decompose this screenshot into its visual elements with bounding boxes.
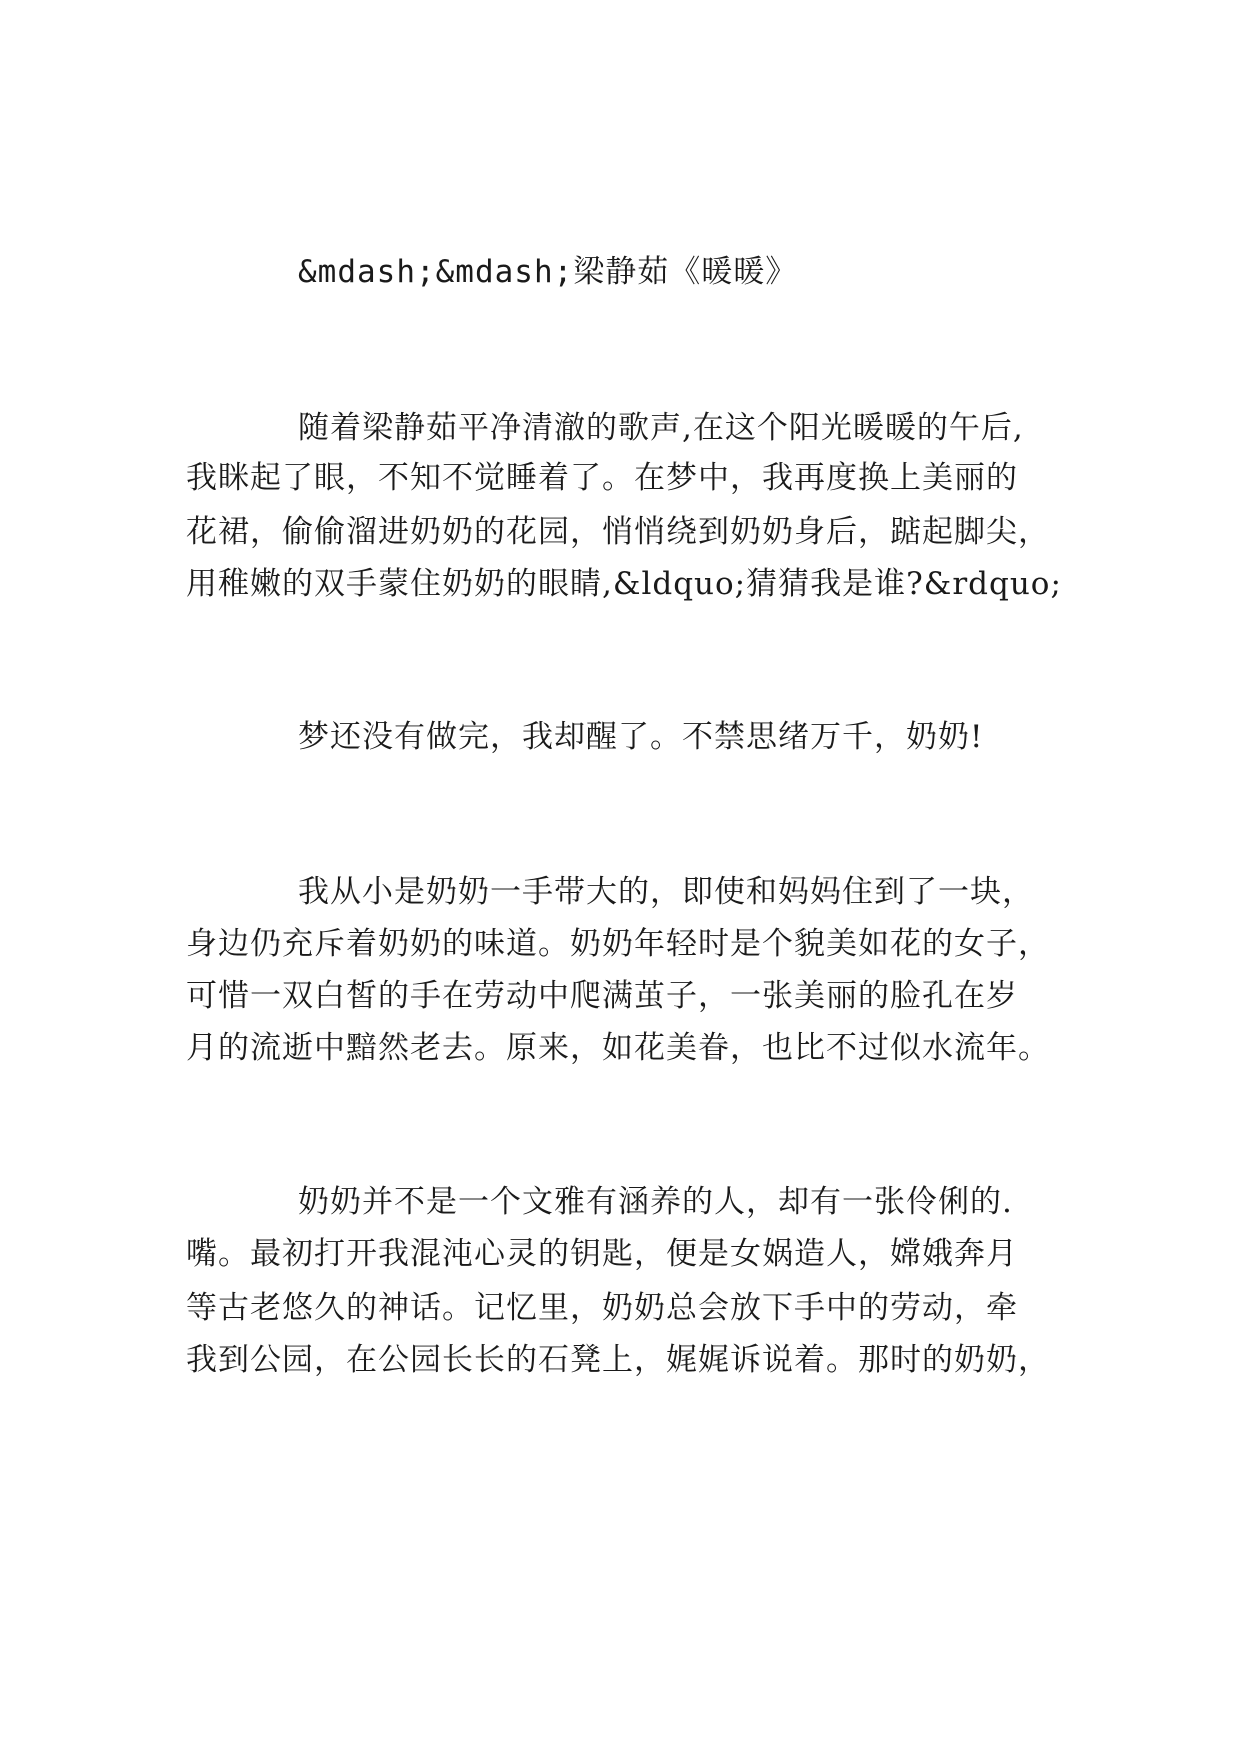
paragraph-line: 可惜一双白皙的手在劳动中爬满茧子，一张美丽的脸孔在岁 xyxy=(186,978,1018,1014)
paragraph-line: 等古老悠久的神话。记忆里，奶奶总会放下手中的劳动，牵 xyxy=(186,1290,1018,1326)
paragraph-line: 我到公园，在公园长长的石凳上，娓娓诉说着。那时的奶奶， xyxy=(186,1342,1050,1378)
paragraph-line: 身边仍充斥着奶奶的味道。奶奶年轻时是个貌美如花的女子， xyxy=(186,926,1050,962)
paragraph-line: 随着梁静茹平净清澈的歌声,在这个阳光暖暖的午后, xyxy=(298,410,1024,446)
signature-line: &mdash;&mdash;梁静茹《暖暖》 xyxy=(298,254,798,290)
paragraph-line: 用稚嫩的双手蒙住奶奶的眼睛,&ldquo;猜猜我是谁?&rdquo; xyxy=(186,566,1062,602)
paragraph-line: 花裙，偷偷溜进奶奶的花园，悄悄绕到奶奶身后，踮起脚尖， xyxy=(186,514,1050,550)
paragraph-line: 奶奶并不是一个文雅有涵养的人，却有一张伶俐的. xyxy=(298,1184,1013,1220)
paragraph-line: 月的流逝中黯然老去。原来，如花美眷，也比不过似水流年。 xyxy=(186,1030,1050,1066)
paragraph-line: 我从小是奶奶一手带大的，即使和妈妈住到了一块， xyxy=(298,874,1034,910)
paragraph-line: 我眯起了眼，不知不觉睡着了。在梦中，我再度换上美丽的 xyxy=(186,460,1018,496)
paragraph-line: 梦还没有做完，我却醒了。不禁思绪万千，奶奶! xyxy=(298,719,984,755)
paragraph-line: 嘴。最初打开我混沌心灵的钥匙，便是女娲造人，嫦娥奔月 xyxy=(186,1236,1018,1272)
